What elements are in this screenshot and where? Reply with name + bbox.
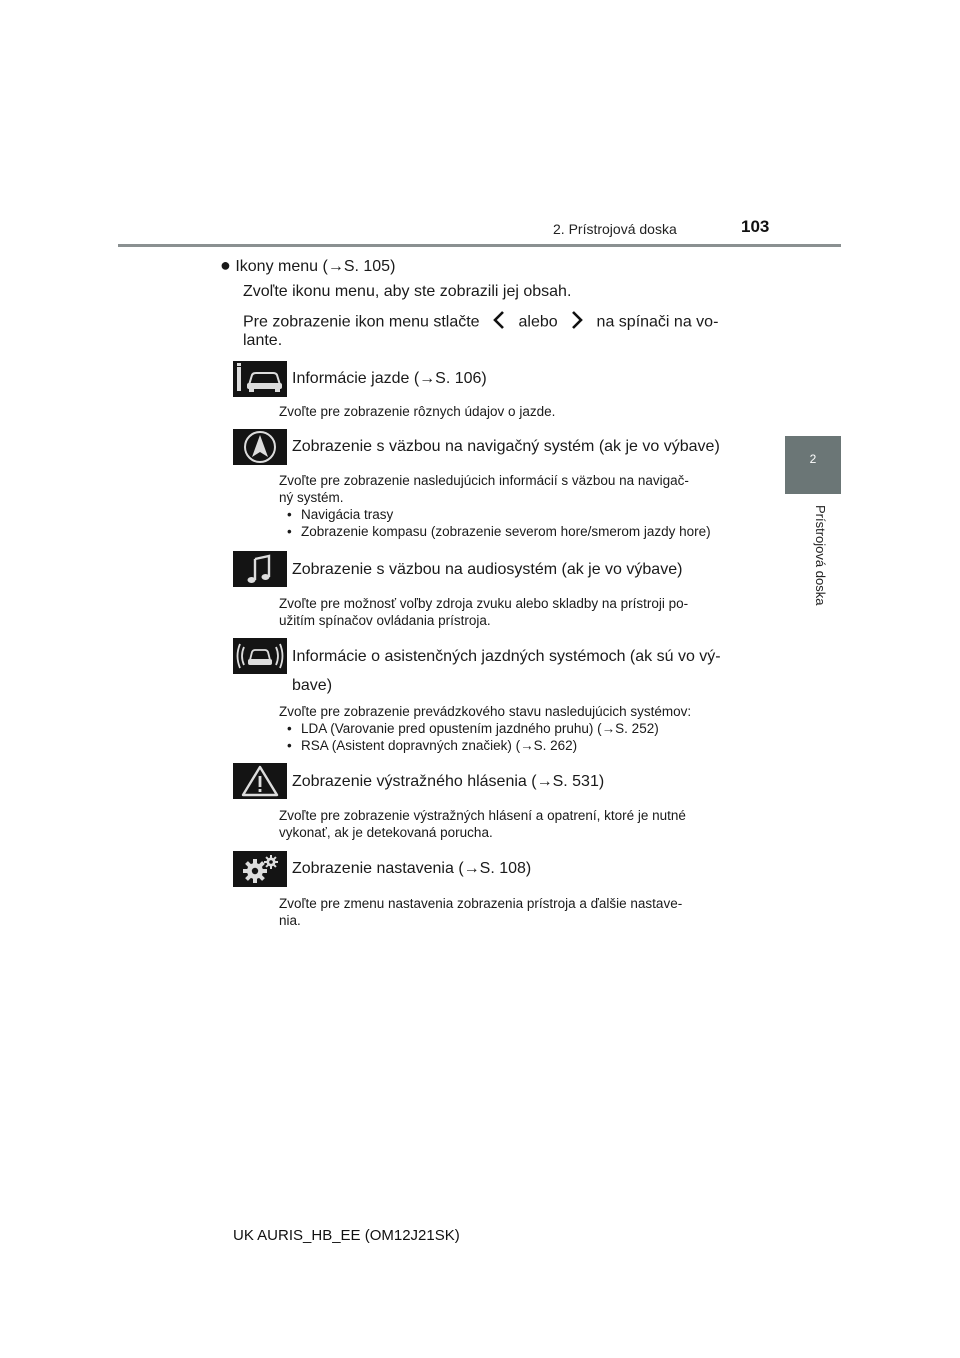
list-item: • LDA (Varovanie pred opustením jazdného pruhu) (→S. 252) xyxy=(287,721,659,736)
desc-line: nia. xyxy=(279,913,301,928)
navigation-icon xyxy=(233,429,287,465)
list-item-text: Navigácia trasy xyxy=(301,507,394,522)
list-item-text: Zobrazenie kompasu (zobrazenie severom hore/smerom jazdy hore) xyxy=(301,524,711,539)
list-item-text: LDA (Varovanie pred opustením jazdného pruhu) (→S. 252) xyxy=(301,721,659,736)
list-item-text: RSA (Asistent dopravných značiek) (→S. 262) xyxy=(301,738,578,753)
chevron-left-icon xyxy=(484,310,514,335)
running-header-section: 2. Prístrojová doska xyxy=(553,221,677,237)
header-rule xyxy=(118,244,841,247)
item-title-settings: Zobrazenie nastavenia (→S. 108) xyxy=(292,860,532,877)
desc-line: Zvoľte pre zobrazenie nasledujúcich informácií s väzbou na navigač- xyxy=(279,473,689,488)
chevron-right-icon xyxy=(562,310,592,335)
desc-line: užitím spínačov ovládania prístroja. xyxy=(279,613,491,628)
item-desc-car-info: Zvoľte pre zobrazenie rôznych údajov o jazde. xyxy=(279,404,556,419)
chapter-tab-label: Prístrojová doska xyxy=(813,505,828,606)
bullet-dot: ● xyxy=(220,255,231,275)
driving-assist-icon xyxy=(233,638,287,674)
document-code-footer: UK AURIS_HB_EE (OM12J21SK) xyxy=(233,1227,460,1244)
bullet-heading xyxy=(220,255,395,276)
warning-triangle-icon xyxy=(233,763,287,799)
item-title-driving-assist-cont: bave) xyxy=(292,677,333,694)
item-title-car-info: Informácie jazde (→S. 106) xyxy=(292,370,487,387)
item-desc-settings xyxy=(279,895,749,929)
car-info-icon xyxy=(233,361,287,397)
intro-line-2 xyxy=(243,310,743,335)
list-item: • Navigácia trasy xyxy=(287,507,394,522)
desc-line: Zvoľte pre možnosť voľby zdroja zvuku alebo skladby na prístroji po- xyxy=(279,596,689,611)
intro-line-1: Zvoľte ikonu menu, aby ste zobrazili jej obsah. xyxy=(243,283,572,300)
item-title-warning: Zobrazenie výstražného hlásenia (→S. 531) xyxy=(292,773,605,790)
desc-line: Zvoľte pre zobrazenie výstražných hlásení a opatrení, ktoré je nutné xyxy=(279,808,686,823)
item-desc-audio xyxy=(279,595,749,629)
page-number: 103 xyxy=(741,217,770,236)
chapter-tab-number: 2 xyxy=(809,452,817,466)
item-title-navigation: Zobrazenie s väzbou na navigačný systém (ak je vo výbave) xyxy=(292,438,720,455)
intro-text-a: Pre zobrazenie ikon menu stlačte xyxy=(243,313,480,331)
music-note-icon xyxy=(233,551,287,587)
gear-settings-icon xyxy=(233,851,287,887)
desc-line: Zvoľte pre zmenu nastavenia zobrazenia prístroja a ďalšie nastave- xyxy=(279,896,683,911)
item-desc-navigation xyxy=(279,472,749,540)
intro-line-3: lante. xyxy=(243,332,283,349)
desc-line: ný systém. xyxy=(279,490,344,505)
list-item: • Zobrazenie kompasu (zobrazenie severom hore/smerom jazdy hore) xyxy=(287,524,711,539)
intro-text-b: alebo xyxy=(518,313,558,331)
desc-line: Zvoľte pre zobrazenie prevádzkového stavu nasledujúcich systémov: xyxy=(279,704,692,719)
intro-text-c: na spínači na vo- xyxy=(596,313,719,331)
bullet-heading-text: Ikony menu (→S. 105) xyxy=(235,258,396,275)
item-title-driving-assist: Informácie o asistenčných jazdných systémoch (ak sú vo vý- xyxy=(292,648,721,665)
item-desc-driving-assist xyxy=(279,703,749,754)
item-title-audio: Zobrazenie s väzbou na audiosystém (ak je vo výbave) xyxy=(292,561,683,578)
list-item: • RSA (Asistent dopravných značiek) (→S. 262) xyxy=(287,738,578,753)
desc-line: vykonať, ak je detekovaná porucha. xyxy=(279,825,493,840)
item-desc-warning xyxy=(279,807,749,841)
